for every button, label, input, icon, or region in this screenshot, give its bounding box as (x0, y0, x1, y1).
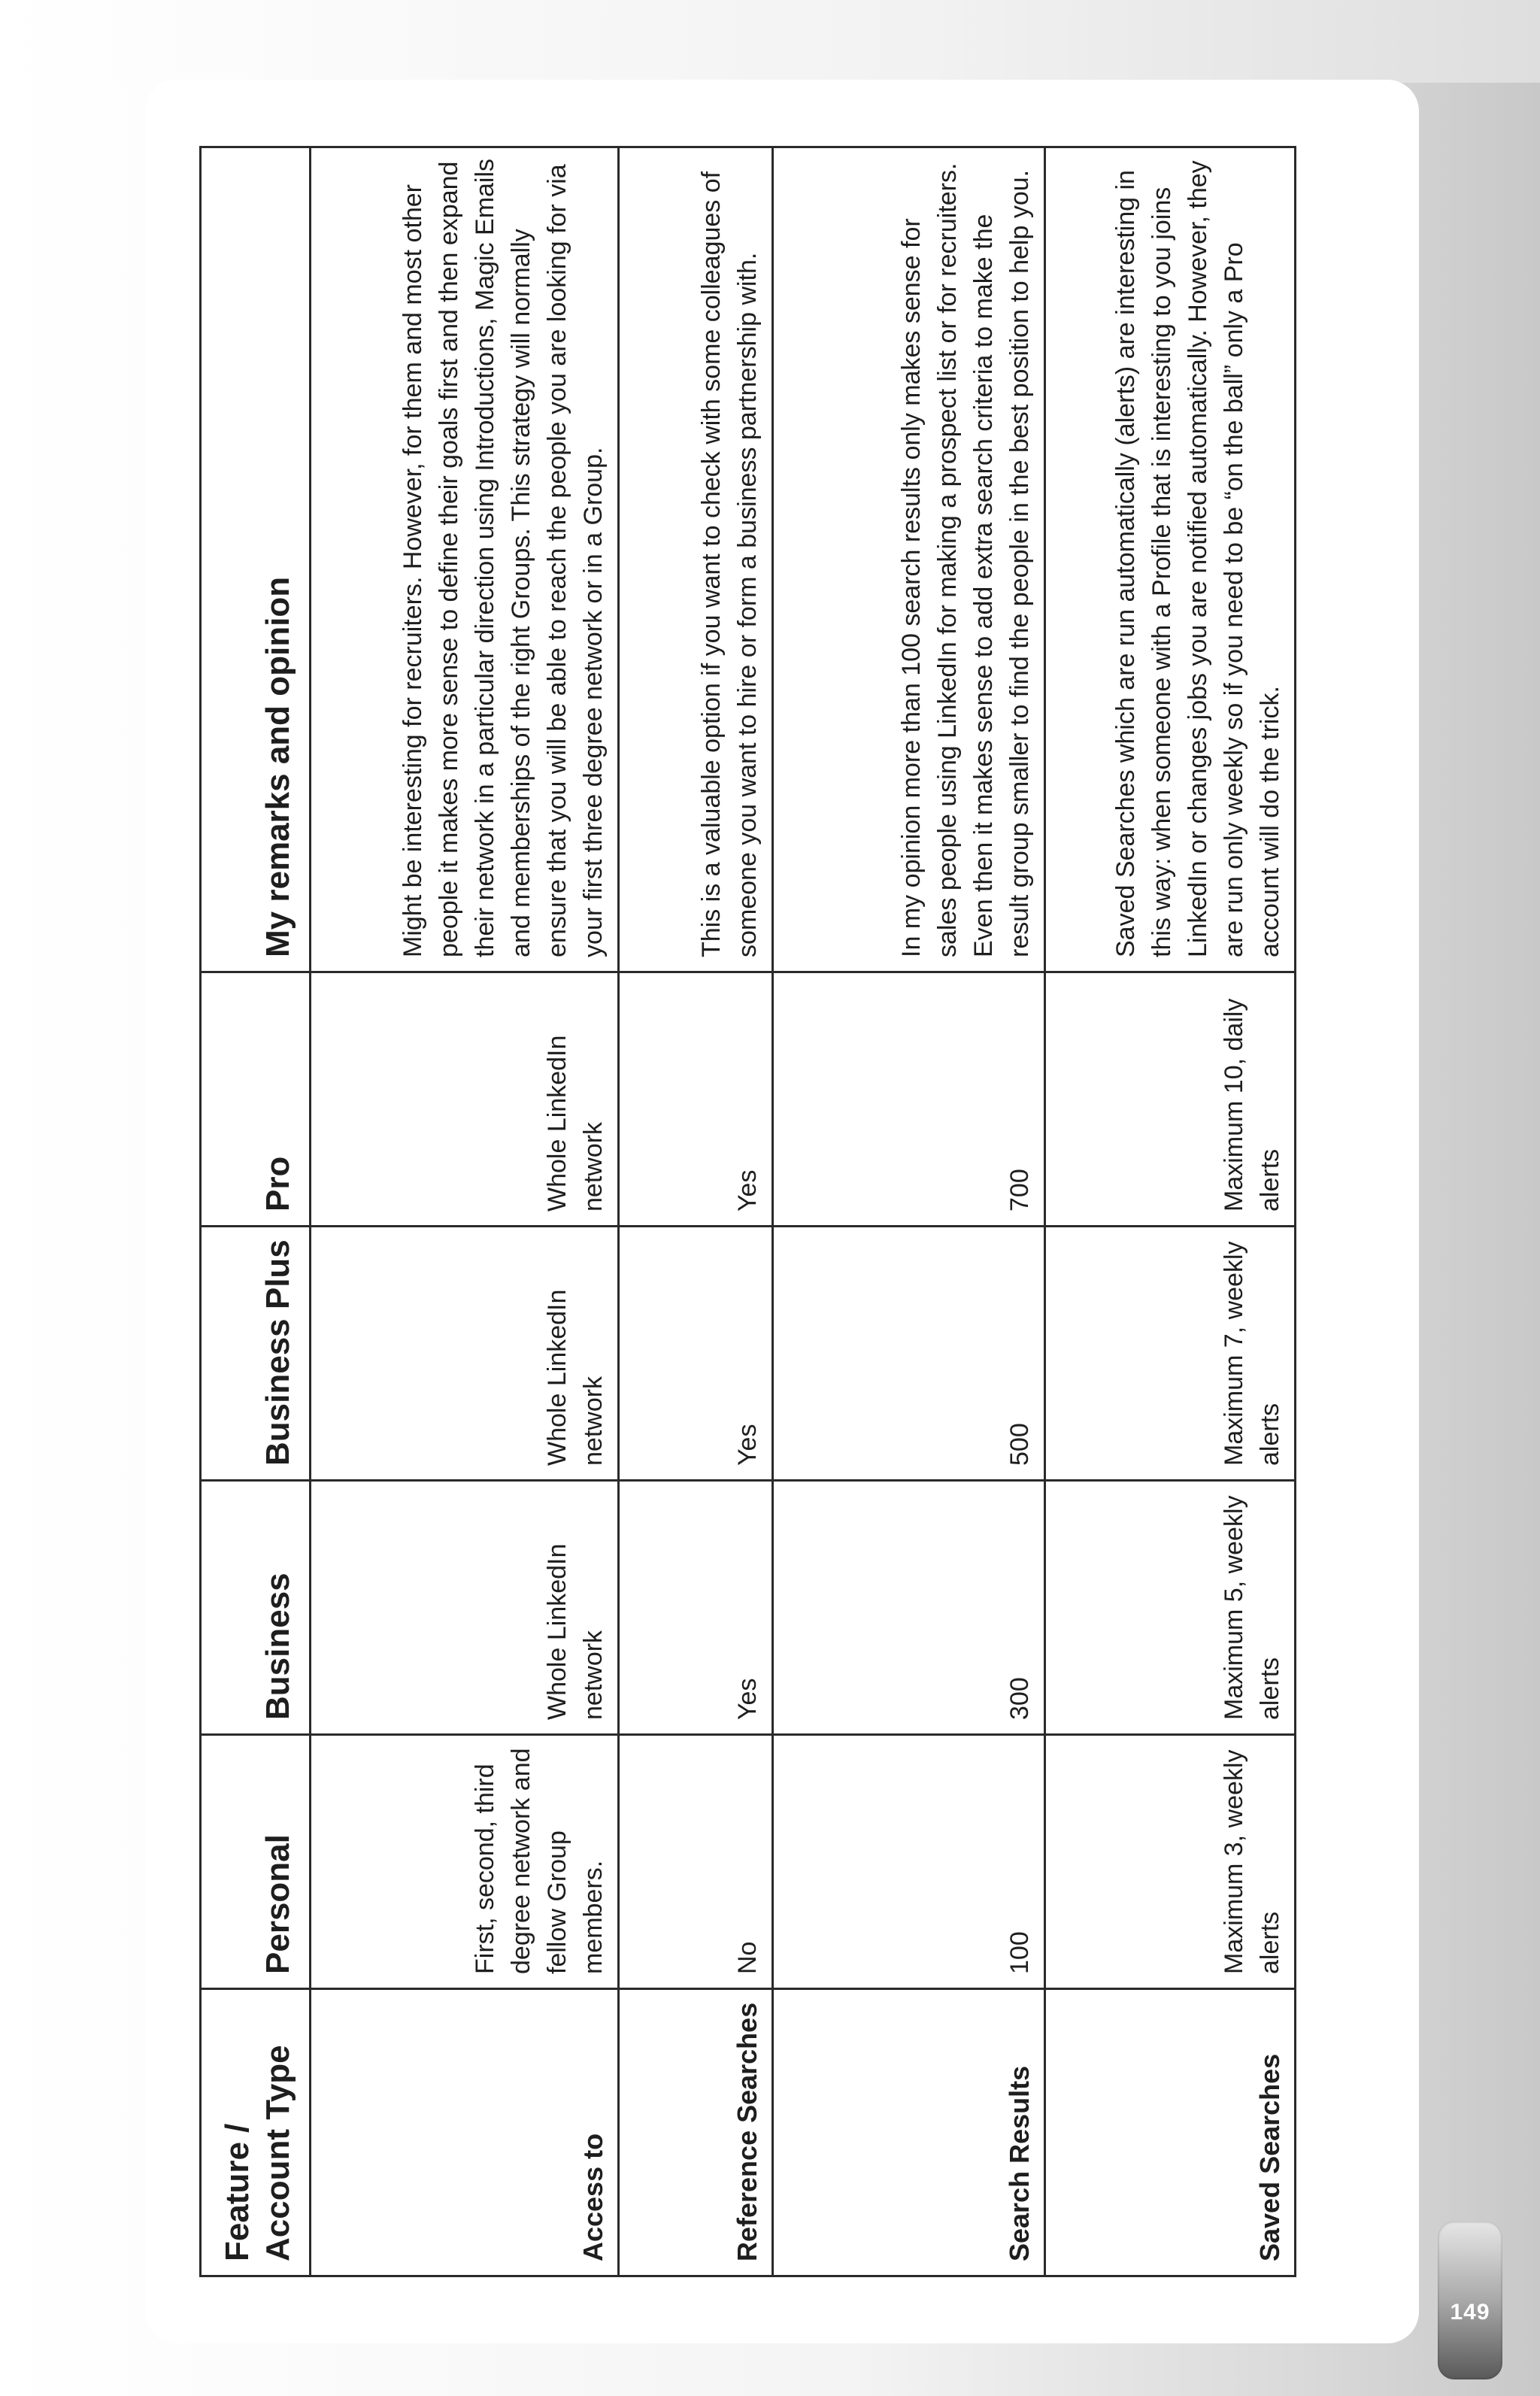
personal-cell: No (619, 1735, 773, 1989)
personal-cell: Maximum 3, weekly alerts (1045, 1735, 1296, 1989)
remarks-cell: This is a valuable option if you want to check with some colleagues of someone you want to hire or form a business partnership with. (619, 147, 773, 972)
header-business: Business (201, 1481, 311, 1735)
account-comparison-table (199, 146, 1296, 2277)
remarks-cell: Might be interesting for recruiters. However, for them and most other people it makes more sense to define their goals first and then expand their network in a particular direction using Introductions, Magic Emails and memberships of the right Groups. This strategy will normally ensure that you will be able to reach the people you are looking for via your first three degree network or in a Group. (311, 147, 619, 972)
header-business-plus: Business Plus (201, 1227, 311, 1481)
remarks-cell: In my opinion more than 100 search results only makes sense for sales people using LinkedIn for making a prospect list or for recruiters. Even then it makes sense to add extra search criteria to make the result group smaller to find the people in the best position to help you. (773, 147, 1045, 972)
personal-cell: 100 (773, 1735, 1045, 1989)
table-row (1045, 147, 1296, 2276)
header-remarks: My remarks and opinion (201, 147, 311, 972)
table-row (773, 147, 1045, 2276)
header-feature-account-type: Feature / Account Type (201, 1989, 311, 2276)
header-personal: Personal (201, 1735, 311, 1989)
business-cell: Whole LinkedIn network (311, 1481, 619, 1735)
rotated-table-container (199, 148, 1294, 2277)
pro-cell: Whole LinkedIn network (311, 972, 619, 1227)
personal-cell: First, second, third degree network and fellow Group members. (311, 1735, 619, 1989)
table-row (311, 147, 619, 2276)
remarks-cell: Saved Searches which are run automatically (alerts) are interesting in this way: when someone with a Profile that is interesting to you joins LinkedIn or changes jobs you are notified automatically. However, they are run only weekly so if you need to be “on the ball” only a Pro account will do the trick. (1045, 147, 1296, 972)
header-pro: Pro (201, 972, 311, 1227)
pro-cell: 700 (773, 972, 1045, 1227)
feature-cell: Access to (311, 1989, 619, 2276)
pro-cell: Maximum 10, daily alerts (1045, 972, 1296, 1227)
table-row (619, 147, 773, 2276)
page-number: 149 (1450, 2300, 1490, 2325)
pro-cell: Yes (619, 972, 773, 1227)
business-cell: Yes (619, 1481, 773, 1735)
business-plus-cell: 500 (773, 1227, 1045, 1481)
page-background-fade (0, 0, 1540, 83)
business-plus-cell: Yes (619, 1227, 773, 1481)
comparison-table-area (199, 148, 1294, 2277)
business-cell: 300 (773, 1481, 1045, 1735)
business-plus-cell: Maximum 7, weekly alerts (1045, 1227, 1296, 1481)
feature-cell: Reference Searches (619, 1989, 773, 2276)
feature-cell: Saved Searches (1045, 1989, 1296, 2276)
feature-cell: Search Results (773, 1989, 1045, 2276)
table-header-row (201, 147, 311, 2276)
business-plus-cell: Whole LinkedIn network (311, 1227, 619, 1481)
business-cell: Maximum 5, weekly alerts (1045, 1481, 1296, 1735)
